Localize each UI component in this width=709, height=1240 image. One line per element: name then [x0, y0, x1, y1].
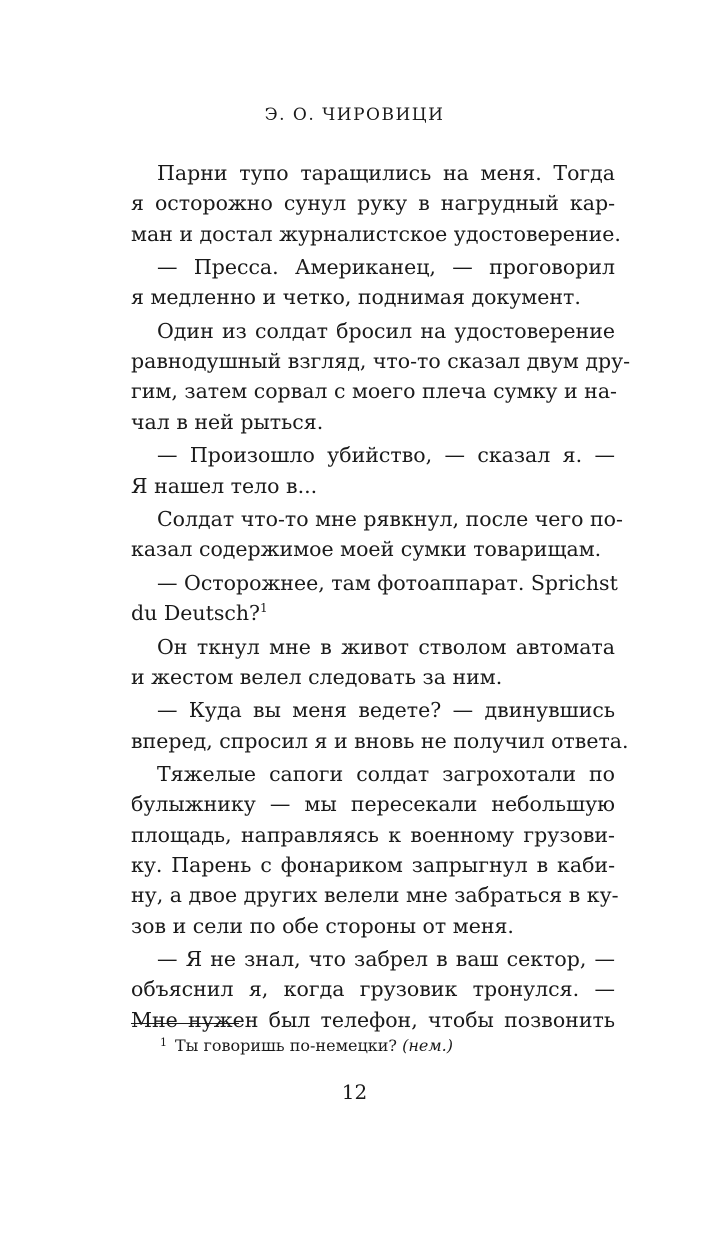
running-head: Э. О. ЧИРОВИЦИ — [264, 105, 445, 125]
text-line: я осторожно сунул руку в нагрудный кар- — [131, 191, 615, 216]
text-line: ну, а двое других велели мне забраться в ку- — [131, 883, 619, 908]
footnote — [160, 1036, 453, 1055]
text-line: Тяжелые сапоги солдат загрохотали по — [157, 762, 615, 787]
text-line: зов и сели по обе стороны от меня. — [131, 913, 514, 938]
text-line: Парни тупо таращились на меня. Тогда — [157, 161, 615, 185]
text-line: я медленно и четко, поднимая документ. — [131, 285, 581, 310]
footnote-marker: 1 — [160, 1036, 167, 1049]
text-line: — Пресса. Американец, — проговорил — [157, 255, 615, 280]
text-line-content: du Deutsch? — [131, 601, 261, 626]
body-text — [131, 158, 631, 1035]
text-line: — Куда вы меня ведете? — двинувшись — [157, 698, 615, 723]
footnote-language-note: (нем.) — [402, 1036, 453, 1055]
text-line: гим, затем сорвал с моего плеча сумку и на- — [131, 379, 617, 404]
text-line: чал в ней рыться. — [131, 409, 324, 434]
text-line: и жестом велел следовать за ним. — [131, 664, 503, 689]
text-line: Мне нужен был телефон, чтобы позвонить — [131, 1007, 615, 1032]
text-line: казал содержимое моей сумки товарищам. — [131, 537, 602, 562]
text-line: площадь, направляясь к военному грузови- — [131, 822, 615, 847]
text-line: объяснил я, когда грузовик тронулся. — — [131, 977, 615, 1002]
footnote-divider — [131, 1023, 239, 1024]
text-line: — Произошло убийство, — сказал я. — — [157, 443, 615, 468]
footnote-text: Ты говоришь по-немецки? — [175, 1036, 398, 1055]
text-line: вперед, спросил я и вновь не получил ответа. — [131, 728, 629, 753]
text-line — [131, 598, 615, 628]
text-line: равнодушный взгляд, что-то сказал двум дру- — [131, 349, 631, 374]
text-line: Солдат что-то мне рявкнул, после чего по- — [157, 507, 623, 532]
page-number: 12 — [341, 1080, 368, 1104]
text-line: — Я не знал, что забрел в ваш сектор, — — [157, 947, 615, 972]
text-line: Он ткнул мне в живот стволом автомата — [157, 634, 615, 659]
text-line: ку. Парень с фонариком запрыгнул в каби- — [131, 853, 615, 878]
text-line: Я нашел тело в... — [131, 473, 318, 498]
text-line: булыжнику — мы пересекали небольшую — [131, 792, 615, 817]
footnote-reference: 1 — [260, 601, 268, 616]
text-line: Один из солдат бросил на удостоверение — [157, 318, 615, 343]
text-line: ман и достал журналистское удостоверение. — [131, 221, 621, 246]
text-line: — Осторожнее, там фотоаппарат. Sprichst — [157, 570, 618, 595]
